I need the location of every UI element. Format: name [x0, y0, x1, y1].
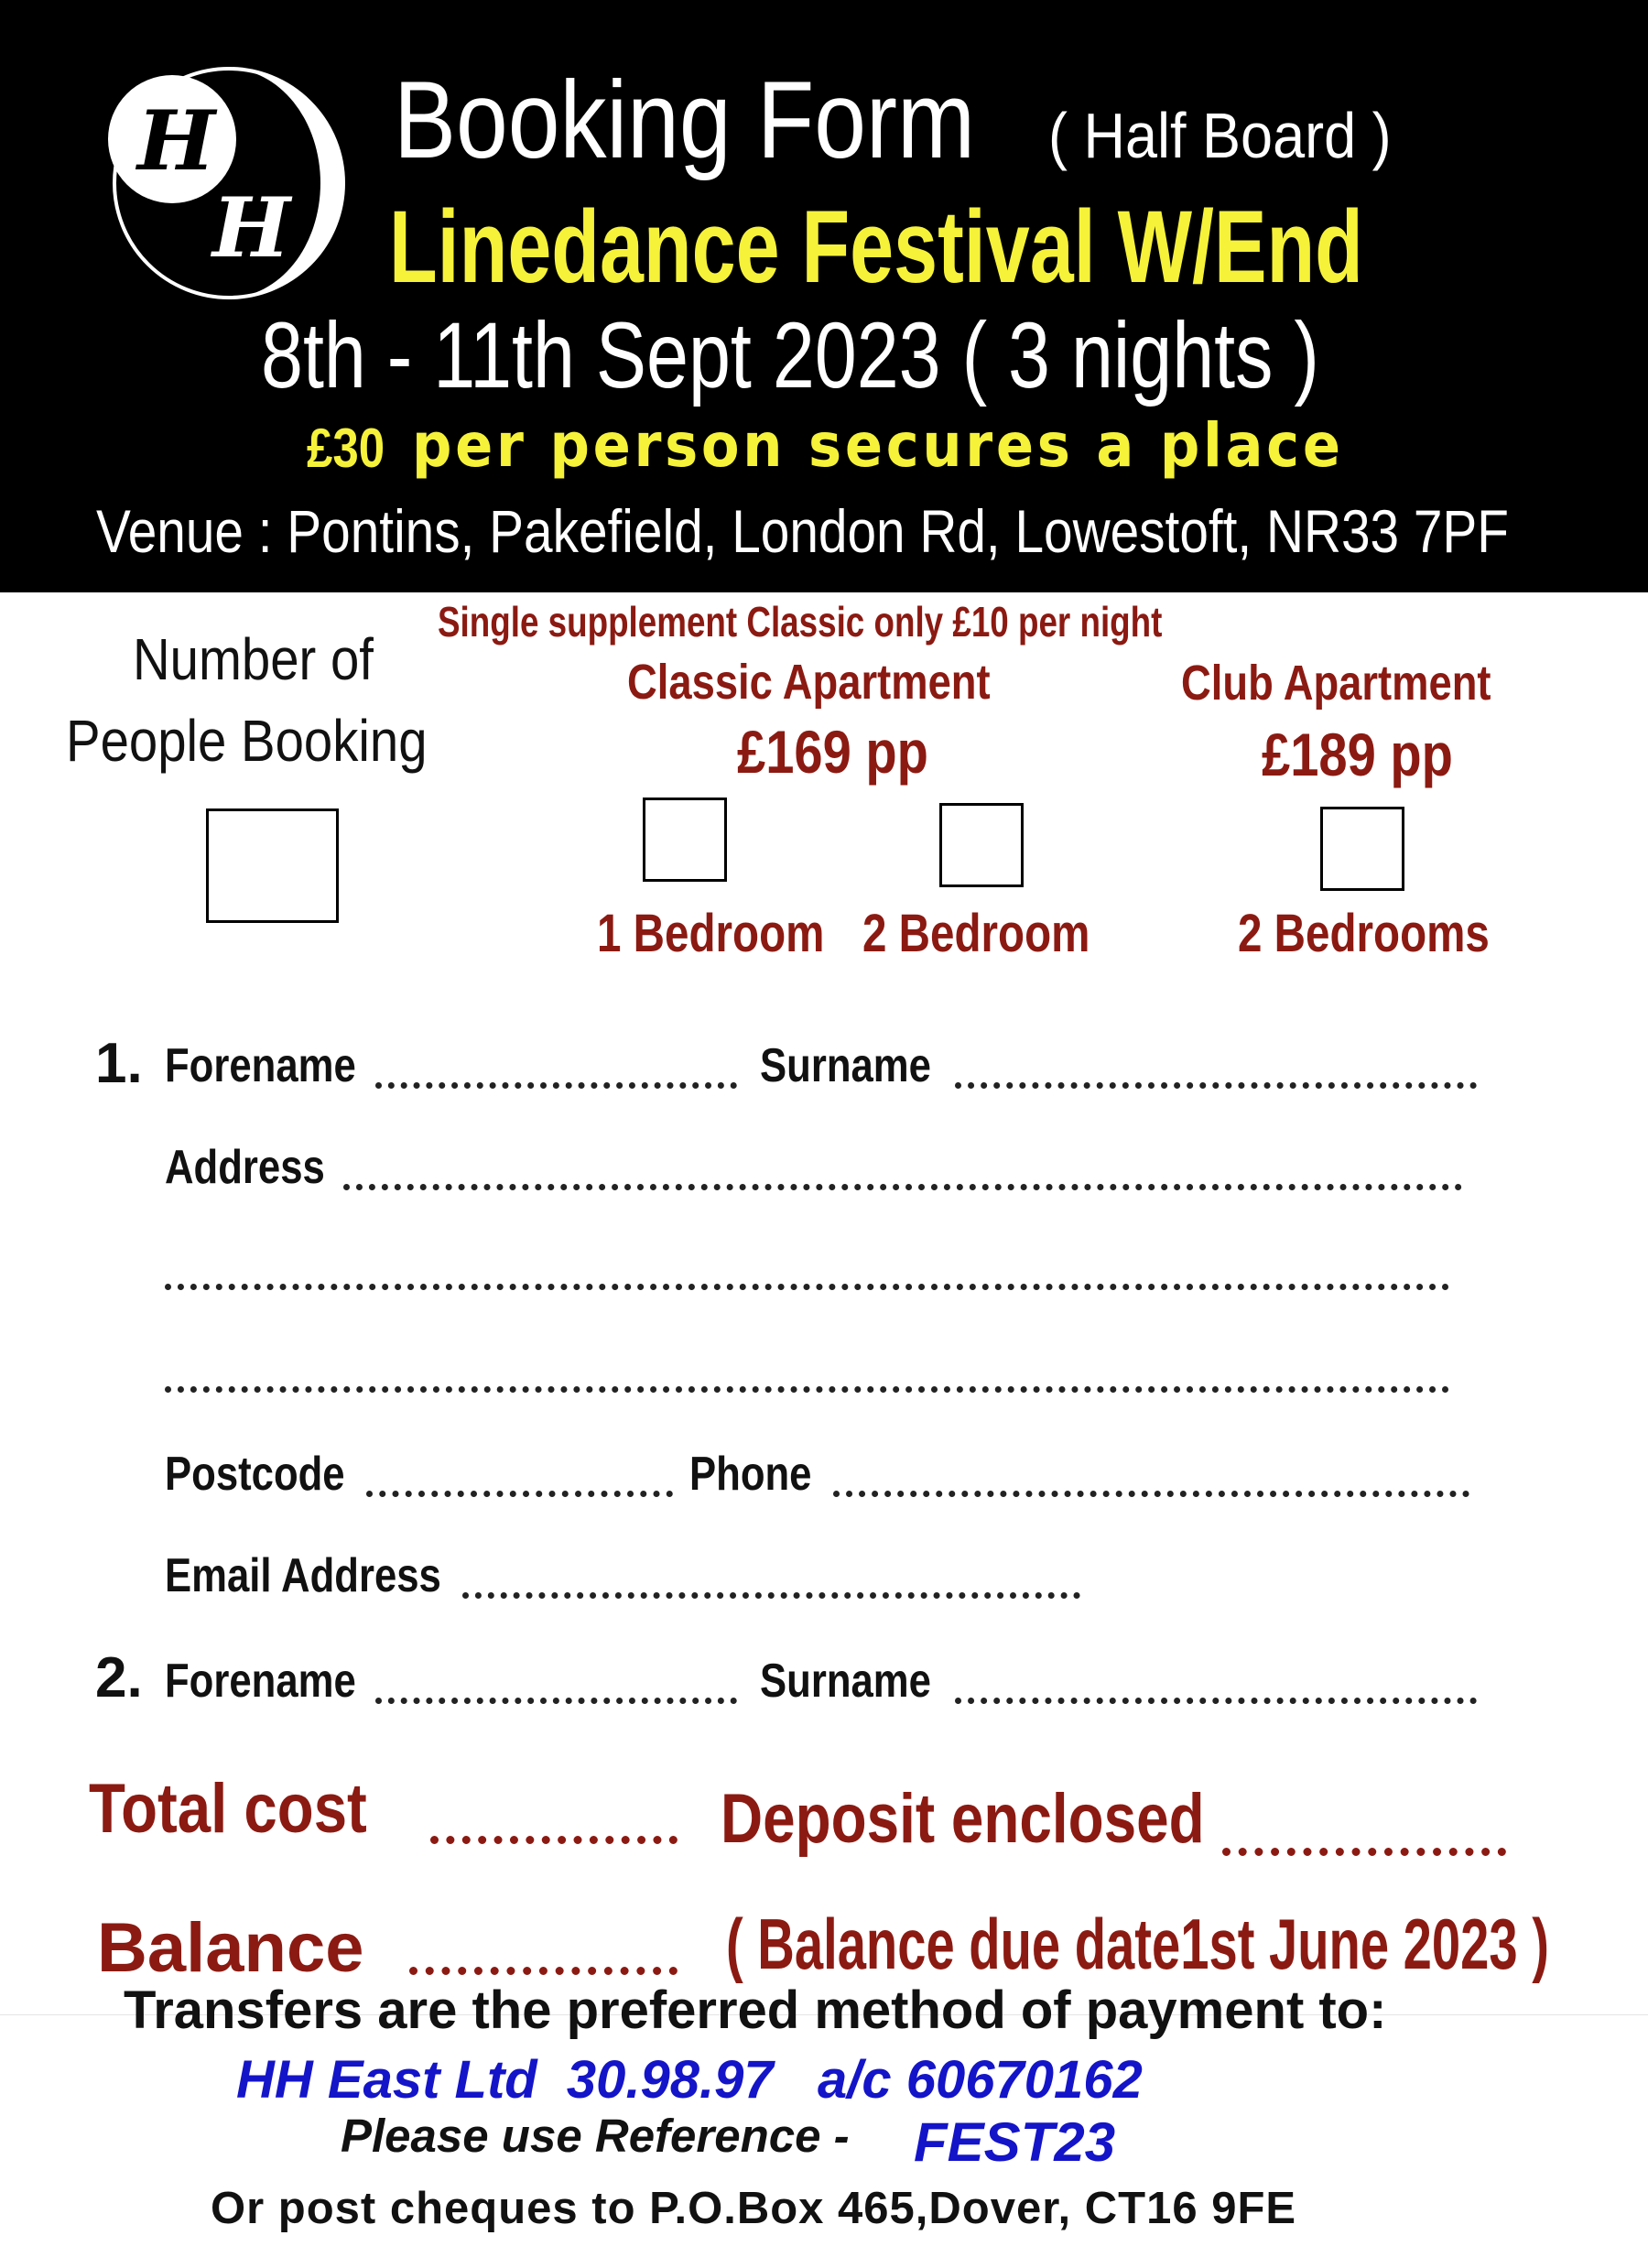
address-line-3[interactable] [165, 1346, 1449, 1393]
phone-label: Phone [689, 1448, 812, 1501]
event-dates: 8th - 11th Sept 2023 ( 3 nights ) [261, 303, 1319, 407]
club-2bed-label: 2 Bedrooms [1238, 904, 1490, 963]
deposit-enclosed-line[interactable] [1222, 1802, 1506, 1856]
address-line-1[interactable] [343, 1144, 1462, 1190]
supplement-note: Single supplement Classic only £10 per night [438, 598, 1163, 646]
board-type: ( Half Board ) [1048, 100, 1392, 171]
person2-number: 2. [95, 1646, 143, 1709]
event-name: Linedance Festival W/End [389, 190, 1363, 304]
classic-price-unit: pp [865, 718, 928, 786]
logo-letter-2: H [212, 179, 291, 277]
email-label: Email Address [165, 1549, 441, 1602]
postcode-line[interactable] [366, 1450, 673, 1497]
people-label-line2: People Booking [66, 708, 428, 774]
total-cost-line[interactable] [430, 1790, 678, 1844]
venue: Venue : Pontins, Pakefield, London Rd, Lowestoft, NR33 7PF [96, 497, 1509, 565]
club-price-unit: pp [1390, 721, 1453, 788]
balance-label: Balance [97, 1909, 364, 1987]
classic-1bed-checkbox[interactable] [643, 798, 727, 882]
payment-intro: Transfers are the preferred method of payment to: [124, 1980, 1387, 2040]
person1-number: 1. [95, 1032, 143, 1095]
club-apartment-title: Club Apartment [1181, 656, 1491, 711]
club-price-amount: £189 [1262, 721, 1376, 788]
header-banner [0, 0, 1648, 592]
address-line-2[interactable] [165, 1243, 1449, 1290]
person1-forename-label: Forename [165, 1039, 356, 1092]
bank-details: HH East Ltd 30.98.97 a/c 60670162 [236, 2050, 1143, 2110]
person2-surname-line[interactable] [955, 1657, 1477, 1704]
deposit-text: per person secures a place [412, 410, 1344, 481]
person2-surname-label: Surname [760, 1655, 931, 1708]
people-count-box[interactable] [206, 808, 339, 923]
balance-due-note: ( Balance due date1st June 2023 ) [726, 1904, 1549, 1984]
reference-label: Please use Reference - [341, 2110, 850, 2162]
person2-forename-label: Forename [165, 1655, 356, 1708]
postcode-label: Postcode [165, 1448, 345, 1501]
form-title: Booking Form [394, 59, 975, 181]
deposit-amount: £30 [307, 418, 385, 479]
person1-forename-line[interactable] [375, 1042, 737, 1089]
classic-price-amount: £169 [737, 718, 851, 786]
total-cost-label: Total cost [89, 1770, 367, 1848]
email-line[interactable] [462, 1552, 1080, 1599]
people-label-line1: Number of [133, 626, 374, 692]
club-price [1262, 720, 1453, 789]
cheque-address: Or post cheques to P.O.Box 465,Dover, CT16 9FE [211, 2184, 1297, 2233]
person1-surname-label: Surname [760, 1039, 931, 1092]
reference-code: FEST23 [914, 2111, 1116, 2173]
classic-1bed-label: 1 Bedroom [597, 904, 825, 963]
hh-logo [92, 46, 357, 307]
classic-2bed-checkbox[interactable] [939, 803, 1024, 887]
balance-line[interactable] [409, 1921, 678, 1975]
person2-forename-line[interactable] [375, 1657, 737, 1704]
classic-2bed-label: 2 Bedroom [862, 904, 1090, 963]
phone-line[interactable] [833, 1450, 1469, 1497]
classic-price [737, 717, 928, 787]
classic-apartment-title: Classic Apartment [627, 655, 991, 710]
club-2bed-checkbox[interactable] [1320, 807, 1404, 891]
deposit-enclosed-label: Deposit enclosed [721, 1780, 1205, 1858]
logo-letter-1: H [137, 92, 216, 190]
address-label: Address [165, 1141, 325, 1194]
person1-surname-line[interactable] [955, 1042, 1477, 1089]
